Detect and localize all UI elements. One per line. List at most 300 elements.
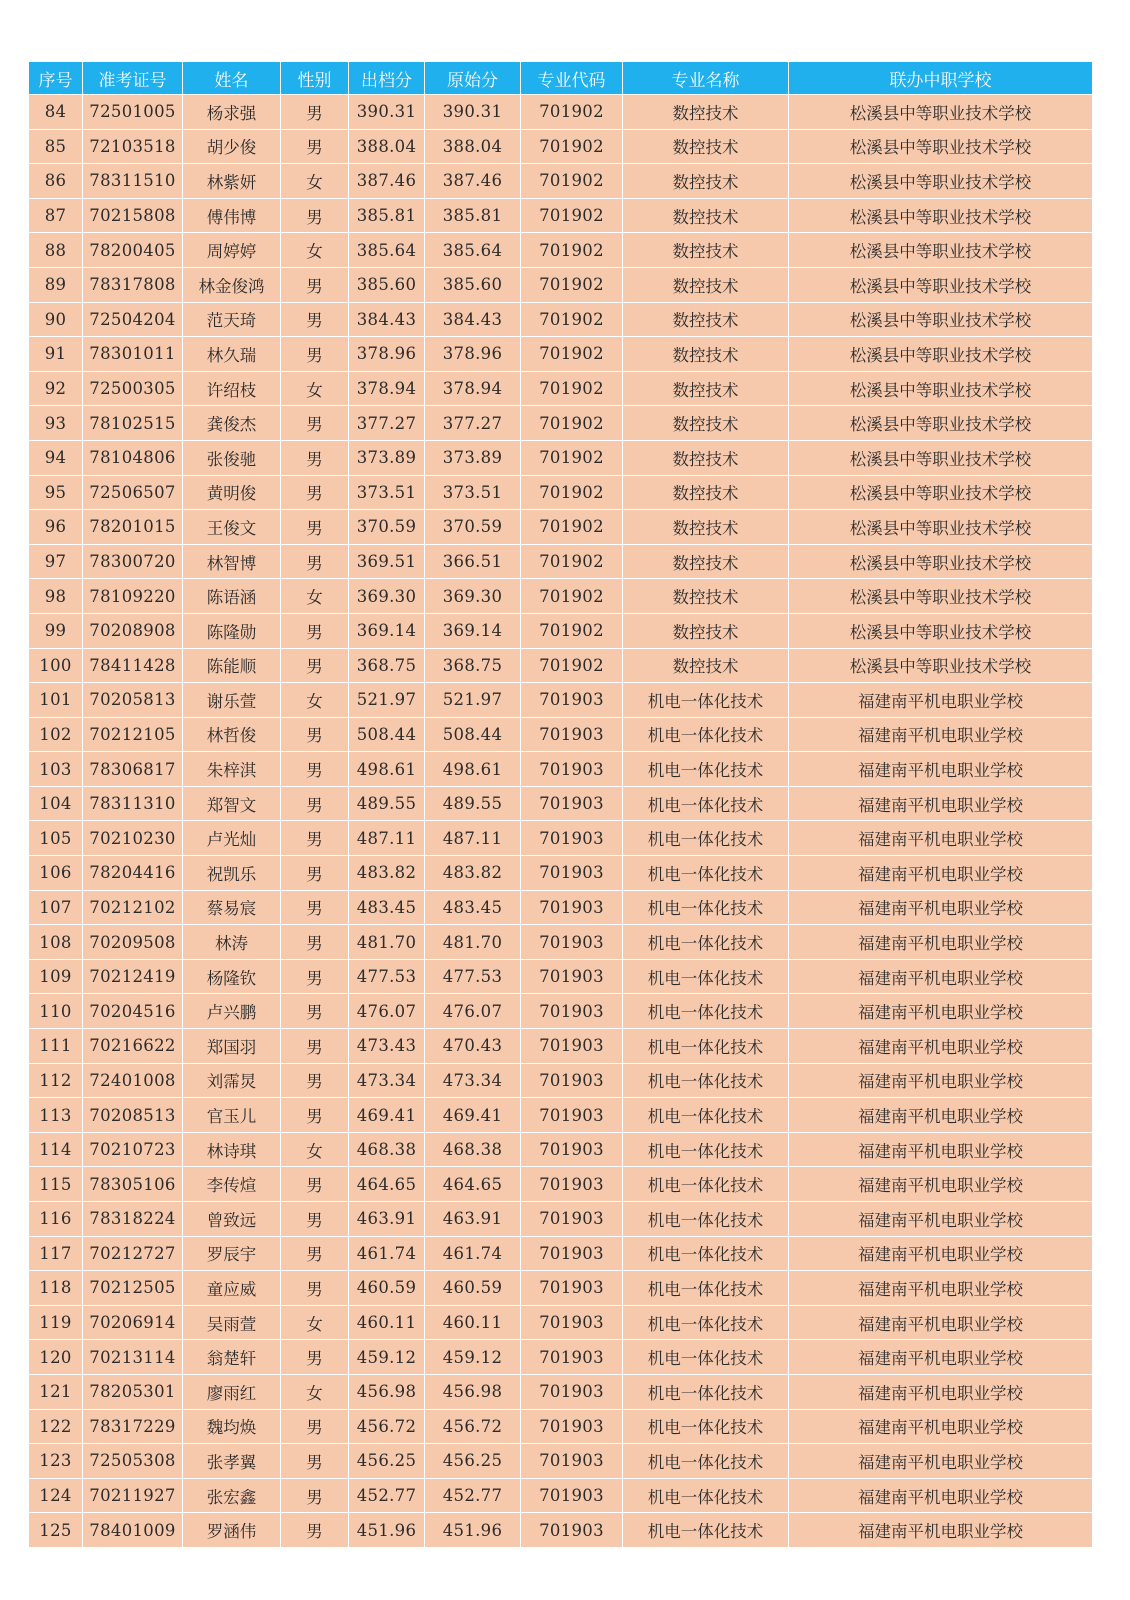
major-name-cell: 机电一体化技术 — [623, 1029, 789, 1064]
gender-cell: 男 — [281, 752, 349, 787]
major-name-cell: 机电一体化技术 — [623, 1063, 789, 1098]
filing-score-cell: 456.72 — [349, 1409, 425, 1444]
raw-score-cell: 483.82 — [425, 856, 521, 891]
gender-cell: 男 — [281, 95, 349, 130]
serial-number-cell: 105 — [29, 821, 83, 856]
major-name-cell: 机电一体化技术 — [623, 1167, 789, 1202]
gender-cell: 女 — [281, 371, 349, 406]
serial-number-cell: 104 — [29, 786, 83, 821]
major-code-cell: 701902 — [521, 440, 623, 475]
partner-school-cell: 松溪县中等职业技术学校 — [789, 129, 1093, 164]
exam-id-cell: 78300720 — [83, 544, 183, 579]
raw-score-cell: 464.65 — [425, 1167, 521, 1202]
table-row — [29, 683, 1093, 718]
name-cell: 杨隆钦 — [183, 959, 281, 994]
table-body — [29, 95, 1093, 1548]
name-cell: 傅伟博 — [183, 198, 281, 233]
table-row — [29, 302, 1093, 337]
serial-number-cell: 107 — [29, 890, 83, 925]
table-row — [29, 164, 1093, 199]
raw-score-cell: 498.61 — [425, 752, 521, 787]
table-row — [29, 129, 1093, 164]
gender-cell: 男 — [281, 613, 349, 648]
name-cell: 林紫妍 — [183, 164, 281, 199]
serial-number-cell: 92 — [29, 371, 83, 406]
name-cell: 刘霈炅 — [183, 1063, 281, 1098]
major-code-cell: 701902 — [521, 510, 623, 545]
serial-number-cell: 91 — [29, 337, 83, 372]
exam-id-cell: 72103518 — [83, 129, 183, 164]
major-code-cell: 701903 — [521, 1236, 623, 1271]
gender-cell: 男 — [281, 890, 349, 925]
partner-school-cell: 松溪县中等职业技术学校 — [789, 648, 1093, 683]
partner-school-cell: 福建南平机电职业学校 — [789, 1029, 1093, 1064]
gender-cell: 男 — [281, 1513, 349, 1548]
partner-school-cell: 福建南平机电职业学校 — [789, 1478, 1093, 1513]
raw-score-cell: 373.89 — [425, 440, 521, 475]
filing-score-cell: 377.27 — [349, 406, 425, 441]
raw-score-cell: 468.38 — [425, 1132, 521, 1167]
header-filing-score: 出档分 — [349, 62, 425, 95]
filing-score-cell: 473.34 — [349, 1063, 425, 1098]
name-cell: 翁楚轩 — [183, 1340, 281, 1375]
serial-number-cell: 108 — [29, 925, 83, 960]
exam-id-cell: 78318224 — [83, 1202, 183, 1237]
partner-school-cell: 松溪县中等职业技术学校 — [789, 475, 1093, 510]
name-cell: 周婷婷 — [183, 233, 281, 268]
filing-score-cell: 456.25 — [349, 1444, 425, 1479]
partner-school-cell: 福建南平机电职业学校 — [789, 786, 1093, 821]
table-row — [29, 1444, 1093, 1479]
name-cell: 杨求强 — [183, 95, 281, 130]
major-name-cell: 机电一体化技术 — [623, 1409, 789, 1444]
partner-school-cell: 福建南平机电职业学校 — [789, 1063, 1093, 1098]
gender-cell: 男 — [281, 440, 349, 475]
filing-score-cell: 452.77 — [349, 1478, 425, 1513]
serial-number-cell: 122 — [29, 1409, 83, 1444]
partner-school-cell: 福建南平机电职业学校 — [789, 994, 1093, 1029]
gender-cell: 男 — [281, 544, 349, 579]
major-code-cell: 701903 — [521, 1271, 623, 1306]
gender-cell: 男 — [281, 1063, 349, 1098]
major-code-cell: 701902 — [521, 406, 623, 441]
gender-cell: 男 — [281, 302, 349, 337]
table-row — [29, 1271, 1093, 1306]
filing-score-cell: 378.96 — [349, 337, 425, 372]
filing-score-cell: 498.61 — [349, 752, 425, 787]
partner-school-cell: 松溪县中等职业技术学校 — [789, 440, 1093, 475]
major-code-cell: 701903 — [521, 1167, 623, 1202]
table-row — [29, 1132, 1093, 1167]
name-cell: 陈能顺 — [183, 648, 281, 683]
raw-score-cell: 459.12 — [425, 1340, 521, 1375]
major-name-cell: 机电一体化技术 — [623, 683, 789, 718]
major-code-cell: 701903 — [521, 786, 623, 821]
exam-id-cell: 72500305 — [83, 371, 183, 406]
major-name-cell: 机电一体化技术 — [623, 994, 789, 1029]
raw-score-cell: 373.51 — [425, 475, 521, 510]
gender-cell: 男 — [281, 925, 349, 960]
name-cell: 郑国羽 — [183, 1029, 281, 1064]
major-code-cell: 701903 — [521, 1098, 623, 1133]
major-name-cell: 数控技术 — [623, 233, 789, 268]
gender-cell: 男 — [281, 648, 349, 683]
exam-id-cell: 72401008 — [83, 1063, 183, 1098]
table-row — [29, 371, 1093, 406]
table-row — [29, 890, 1093, 925]
name-cell: 林涛 — [183, 925, 281, 960]
gender-cell: 男 — [281, 1271, 349, 1306]
exam-id-cell: 72501005 — [83, 95, 183, 130]
major-code-cell: 701902 — [521, 164, 623, 199]
partner-school-cell: 松溪县中等职业技术学校 — [789, 406, 1093, 441]
name-cell: 魏均焕 — [183, 1409, 281, 1444]
gender-cell: 男 — [281, 1029, 349, 1064]
table-row — [29, 1236, 1093, 1271]
major-code-cell: 701903 — [521, 1063, 623, 1098]
filing-score-cell: 460.11 — [349, 1305, 425, 1340]
serial-number-cell: 84 — [29, 95, 83, 130]
partner-school-cell: 松溪县中等职业技术学校 — [789, 371, 1093, 406]
major-code-cell: 701903 — [521, 1374, 623, 1409]
major-name-cell: 数控技术 — [623, 164, 789, 199]
major-name-cell: 机电一体化技术 — [623, 821, 789, 856]
major-name-cell: 机电一体化技术 — [623, 1202, 789, 1237]
serial-number-cell: 123 — [29, 1444, 83, 1479]
raw-score-cell: 452.77 — [425, 1478, 521, 1513]
serial-number-cell: 121 — [29, 1374, 83, 1409]
gender-cell: 女 — [281, 164, 349, 199]
table-row — [29, 717, 1093, 752]
major-name-cell: 机电一体化技术 — [623, 786, 789, 821]
exam-id-cell: 78317808 — [83, 267, 183, 302]
header-serial-number: 序号 — [29, 62, 83, 95]
major-code-cell: 701902 — [521, 579, 623, 614]
name-cell: 曾致远 — [183, 1202, 281, 1237]
filing-score-cell: 468.38 — [349, 1132, 425, 1167]
major-name-cell: 数控技术 — [623, 406, 789, 441]
major-name-cell: 数控技术 — [623, 129, 789, 164]
raw-score-cell: 388.04 — [425, 129, 521, 164]
major-code-cell: 701902 — [521, 613, 623, 648]
serial-number-cell: 102 — [29, 717, 83, 752]
filing-score-cell: 456.98 — [349, 1374, 425, 1409]
name-cell: 张俊驰 — [183, 440, 281, 475]
gender-cell: 男 — [281, 1167, 349, 1202]
serial-number-cell: 115 — [29, 1167, 83, 1202]
filing-score-cell: 378.94 — [349, 371, 425, 406]
raw-score-cell: 460.59 — [425, 1271, 521, 1306]
serial-number-cell: 113 — [29, 1098, 83, 1133]
name-cell: 官玉儿 — [183, 1098, 281, 1133]
filing-score-cell: 464.65 — [349, 1167, 425, 1202]
name-cell: 卢兴鹏 — [183, 994, 281, 1029]
major-code-cell: 701903 — [521, 1444, 623, 1479]
partner-school-cell: 福建南平机电职业学校 — [789, 1132, 1093, 1167]
name-cell: 谢乐萱 — [183, 683, 281, 718]
filing-score-cell: 489.55 — [349, 786, 425, 821]
raw-score-cell: 451.96 — [425, 1513, 521, 1548]
name-cell: 龚俊杰 — [183, 406, 281, 441]
table-row — [29, 1409, 1093, 1444]
major-name-cell: 数控技术 — [623, 198, 789, 233]
exam-id-cell: 70213114 — [83, 1340, 183, 1375]
exam-id-cell: 70208513 — [83, 1098, 183, 1133]
filing-score-cell: 388.04 — [349, 129, 425, 164]
major-name-cell: 机电一体化技术 — [623, 1305, 789, 1340]
serial-number-cell: 114 — [29, 1132, 83, 1167]
partner-school-cell: 福建南平机电职业学校 — [789, 1340, 1093, 1375]
table-row — [29, 786, 1093, 821]
major-code-cell: 701902 — [521, 337, 623, 372]
partner-school-cell: 福建南平机电职业学校 — [789, 1236, 1093, 1271]
name-cell: 卢光灿 — [183, 821, 281, 856]
raw-score-cell: 387.46 — [425, 164, 521, 199]
major-name-cell: 机电一体化技术 — [623, 1513, 789, 1548]
partner-school-cell: 福建南平机电职业学校 — [789, 925, 1093, 960]
table-row — [29, 1098, 1093, 1133]
gender-cell: 男 — [281, 475, 349, 510]
partner-school-cell: 松溪县中等职业技术学校 — [789, 164, 1093, 199]
table-row — [29, 544, 1093, 579]
header-major-name: 专业名称 — [623, 62, 789, 95]
major-code-cell: 701902 — [521, 95, 623, 130]
exam-id-cell: 70215808 — [83, 198, 183, 233]
major-code-cell: 701903 — [521, 1340, 623, 1375]
header-partner-school: 联办中职学校 — [789, 62, 1093, 95]
major-code-cell: 701903 — [521, 1409, 623, 1444]
raw-score-cell: 377.27 — [425, 406, 521, 441]
gender-cell: 男 — [281, 1098, 349, 1133]
filing-score-cell: 369.14 — [349, 613, 425, 648]
exam-id-cell: 70206914 — [83, 1305, 183, 1340]
exam-id-cell: 70212727 — [83, 1236, 183, 1271]
filing-score-cell: 469.41 — [349, 1098, 425, 1133]
gender-cell: 男 — [281, 1340, 349, 1375]
gender-cell: 男 — [281, 821, 349, 856]
header-exam-id: 准考证号 — [83, 62, 183, 95]
partner-school-cell: 福建南平机电职业学校 — [789, 1305, 1093, 1340]
serial-number-cell: 96 — [29, 510, 83, 545]
serial-number-cell: 112 — [29, 1063, 83, 1098]
table-header — [29, 62, 1093, 95]
raw-score-cell: 473.34 — [425, 1063, 521, 1098]
partner-school-cell: 福建南平机电职业学校 — [789, 856, 1093, 891]
raw-score-cell: 369.14 — [425, 613, 521, 648]
name-cell: 许绍枝 — [183, 371, 281, 406]
major-name-cell: 机电一体化技术 — [623, 752, 789, 787]
gender-cell: 女 — [281, 579, 349, 614]
filing-score-cell: 487.11 — [349, 821, 425, 856]
raw-score-cell: 487.11 — [425, 821, 521, 856]
table-row — [29, 95, 1093, 130]
gender-cell: 男 — [281, 406, 349, 441]
serial-number-cell: 120 — [29, 1340, 83, 1375]
exam-id-cell: 78317229 — [83, 1409, 183, 1444]
serial-number-cell: 99 — [29, 613, 83, 648]
major-name-cell: 机电一体化技术 — [623, 1271, 789, 1306]
major-name-cell: 数控技术 — [623, 510, 789, 545]
exam-id-cell: 70212419 — [83, 959, 183, 994]
partner-school-cell: 福建南平机电职业学校 — [789, 1374, 1093, 1409]
raw-score-cell: 369.30 — [425, 579, 521, 614]
header-major-code: 专业代码 — [521, 62, 623, 95]
major-code-cell: 701902 — [521, 371, 623, 406]
serial-number-cell: 110 — [29, 994, 83, 1029]
name-cell: 罗辰宇 — [183, 1236, 281, 1271]
table-row — [29, 233, 1093, 268]
major-code-cell: 701902 — [521, 129, 623, 164]
exam-id-cell: 72506507 — [83, 475, 183, 510]
raw-score-cell: 456.25 — [425, 1444, 521, 1479]
partner-school-cell: 松溪县中等职业技术学校 — [789, 544, 1093, 579]
major-code-cell: 701903 — [521, 1029, 623, 1064]
major-code-cell: 701903 — [521, 1513, 623, 1548]
gender-cell: 男 — [281, 337, 349, 372]
table-row — [29, 1340, 1093, 1375]
exam-id-cell: 78205301 — [83, 1374, 183, 1409]
raw-score-cell: 385.64 — [425, 233, 521, 268]
name-cell: 朱梓淇 — [183, 752, 281, 787]
raw-score-cell: 460.11 — [425, 1305, 521, 1340]
serial-number-cell: 100 — [29, 648, 83, 683]
name-cell: 陈语涵 — [183, 579, 281, 614]
serial-number-cell: 103 — [29, 752, 83, 787]
major-name-cell: 数控技术 — [623, 337, 789, 372]
gender-cell: 男 — [281, 267, 349, 302]
major-name-cell: 数控技术 — [623, 440, 789, 475]
exam-id-cell: 78311510 — [83, 164, 183, 199]
partner-school-cell: 松溪县中等职业技术学校 — [789, 510, 1093, 545]
name-cell: 李传煊 — [183, 1167, 281, 1202]
header-row — [29, 62, 1093, 95]
filing-score-cell: 460.59 — [349, 1271, 425, 1306]
major-code-cell: 701903 — [521, 752, 623, 787]
admission-table — [28, 61, 1093, 1548]
gender-cell: 女 — [281, 233, 349, 268]
gender-cell: 男 — [281, 1202, 349, 1237]
major-name-cell: 机电一体化技术 — [623, 1132, 789, 1167]
raw-score-cell: 366.51 — [425, 544, 521, 579]
table-row — [29, 1167, 1093, 1202]
gender-cell: 女 — [281, 1305, 349, 1340]
table-row — [29, 1202, 1093, 1237]
filing-score-cell: 521.97 — [349, 683, 425, 718]
raw-score-cell: 378.96 — [425, 337, 521, 372]
major-code-cell: 701903 — [521, 890, 623, 925]
partner-school-cell: 松溪县中等职业技术学校 — [789, 267, 1093, 302]
serial-number-cell: 88 — [29, 233, 83, 268]
exam-id-cell: 78306817 — [83, 752, 183, 787]
partner-school-cell: 福建南平机电职业学校 — [789, 1409, 1093, 1444]
major-code-cell: 701902 — [521, 544, 623, 579]
admission-table-container — [28, 61, 1092, 1548]
table-row — [29, 1513, 1093, 1548]
filing-score-cell: 483.82 — [349, 856, 425, 891]
header-name: 姓名 — [183, 62, 281, 95]
major-name-cell: 机电一体化技术 — [623, 1236, 789, 1271]
table-row — [29, 648, 1093, 683]
table-row — [29, 337, 1093, 372]
major-name-cell: 机电一体化技术 — [623, 856, 789, 891]
name-cell: 吴雨萱 — [183, 1305, 281, 1340]
name-cell: 胡少俊 — [183, 129, 281, 164]
partner-school-cell: 福建南平机电职业学校 — [789, 1271, 1093, 1306]
partner-school-cell: 福建南平机电职业学校 — [789, 717, 1093, 752]
major-code-cell: 701903 — [521, 1132, 623, 1167]
name-cell: 张孝翼 — [183, 1444, 281, 1479]
filing-score-cell: 387.46 — [349, 164, 425, 199]
major-name-cell: 机电一体化技术 — [623, 1374, 789, 1409]
filing-score-cell: 463.91 — [349, 1202, 425, 1237]
partner-school-cell: 福建南平机电职业学校 — [789, 683, 1093, 718]
name-cell: 廖雨红 — [183, 1374, 281, 1409]
name-cell: 童应威 — [183, 1271, 281, 1306]
raw-score-cell: 489.55 — [425, 786, 521, 821]
partner-school-cell: 松溪县中等职业技术学校 — [789, 337, 1093, 372]
major-code-cell: 701903 — [521, 856, 623, 891]
table-row — [29, 959, 1093, 994]
major-name-cell: 数控技术 — [623, 371, 789, 406]
gender-cell: 女 — [281, 1374, 349, 1409]
exam-id-cell: 70208908 — [83, 613, 183, 648]
raw-score-cell: 470.43 — [425, 1029, 521, 1064]
serial-number-cell: 106 — [29, 856, 83, 891]
raw-score-cell: 463.91 — [425, 1202, 521, 1237]
raw-score-cell: 476.07 — [425, 994, 521, 1029]
exam-id-cell: 70210723 — [83, 1132, 183, 1167]
filing-score-cell: 451.96 — [349, 1513, 425, 1548]
filing-score-cell: 385.60 — [349, 267, 425, 302]
partner-school-cell: 松溪县中等职业技术学校 — [789, 579, 1093, 614]
raw-score-cell: 469.41 — [425, 1098, 521, 1133]
major-name-cell: 机电一体化技术 — [623, 717, 789, 752]
serial-number-cell: 118 — [29, 1271, 83, 1306]
partner-school-cell: 福建南平机电职业学校 — [789, 959, 1093, 994]
serial-number-cell: 101 — [29, 683, 83, 718]
filing-score-cell: 369.51 — [349, 544, 425, 579]
exam-id-cell: 78401009 — [83, 1513, 183, 1548]
partner-school-cell: 福建南平机电职业学校 — [789, 1444, 1093, 1479]
major-code-cell: 701902 — [521, 267, 623, 302]
serial-number-cell: 119 — [29, 1305, 83, 1340]
raw-score-cell: 370.59 — [425, 510, 521, 545]
table-row — [29, 198, 1093, 233]
gender-cell: 男 — [281, 786, 349, 821]
header-gender: 性别 — [281, 62, 349, 95]
table-row — [29, 856, 1093, 891]
serial-number-cell: 85 — [29, 129, 83, 164]
name-cell: 陈隆勋 — [183, 613, 281, 648]
name-cell: 林金俊鸿 — [183, 267, 281, 302]
raw-score-cell: 456.72 — [425, 1409, 521, 1444]
table-row — [29, 475, 1093, 510]
serial-number-cell: 95 — [29, 475, 83, 510]
filing-score-cell: 476.07 — [349, 994, 425, 1029]
name-cell: 罗涵伟 — [183, 1513, 281, 1548]
table-row — [29, 1305, 1093, 1340]
name-cell: 郑智文 — [183, 786, 281, 821]
exam-id-cell: 78201015 — [83, 510, 183, 545]
filing-score-cell: 373.89 — [349, 440, 425, 475]
major-name-cell: 机电一体化技术 — [623, 1340, 789, 1375]
table-row — [29, 1029, 1093, 1064]
serial-number-cell: 87 — [29, 198, 83, 233]
major-code-cell: 701903 — [521, 925, 623, 960]
table-row — [29, 406, 1093, 441]
serial-number-cell: 125 — [29, 1513, 83, 1548]
filing-score-cell: 384.43 — [349, 302, 425, 337]
